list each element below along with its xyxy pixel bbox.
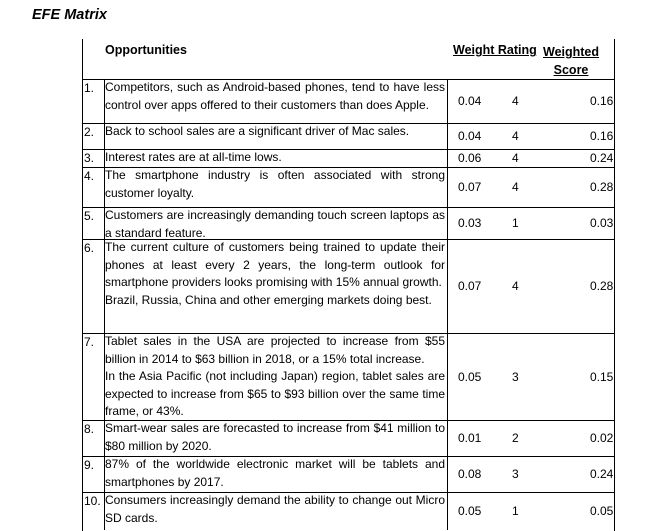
row-number: 7. (84, 335, 95, 349)
row-divider (82, 239, 615, 240)
row-text (105, 149, 445, 167)
cell-border (104, 456, 105, 492)
row-weight: 0.04 (458, 94, 482, 108)
row-rating: 4 (512, 279, 519, 293)
row-weight: 0.04 (458, 129, 482, 143)
table-row (82, 149, 615, 167)
row-text-paragraph: 87% of the worldwide electronic market will be tablets and smartphones by 2017. (105, 457, 445, 489)
row-text-paragraph: Interest rates are at all-time lows. (105, 150, 282, 164)
cell-border (447, 492, 448, 530)
row-weighted-score: 0.16 (590, 129, 614, 143)
row-weight: 0.01 (458, 431, 482, 445)
table-row (82, 420, 615, 456)
cell-border (104, 79, 105, 123)
row-text-paragraph: Tablet sales in the USA are projected to increase from $55 billion in 2014 to $63 billion in 2018, or a 15% total increase. (105, 334, 445, 366)
cell-border (104, 149, 105, 167)
table-row (82, 79, 615, 123)
table-row (82, 207, 615, 239)
row-divider (82, 149, 615, 150)
header-weighted-line2: Score (553, 63, 589, 77)
row-weighted-score: 0.28 (590, 180, 614, 194)
row-number: 1. (84, 81, 95, 95)
row-weighted-score: 0.05 (590, 504, 614, 518)
row-rating: 1 (512, 216, 519, 230)
row-text (105, 167, 445, 202)
row-weight: 0.05 (458, 369, 482, 384)
row-text-paragraph: Customers are increasingly demanding touch screen laptops as a standard feature. (105, 208, 445, 240)
cell-border (447, 207, 448, 239)
row-number: 5. (84, 209, 95, 223)
row-rating: 4 (512, 94, 519, 108)
header-weighted-score (543, 43, 599, 79)
row-rating: 4 (512, 129, 519, 143)
row-text (105, 239, 445, 309)
row-number: 3. (84, 151, 95, 165)
row-divider (82, 167, 615, 168)
row-rating: 2 (512, 431, 519, 445)
row-text-paragraph: Back to school sales are a significant driver of Mac sales. (105, 124, 410, 138)
row-divider (82, 333, 615, 334)
page-title: EFE Matrix (32, 7, 107, 23)
cell-border (447, 456, 448, 492)
row-number: 2. (84, 125, 95, 139)
row-divider (82, 123, 615, 124)
cell-border (447, 333, 448, 420)
cell-border (447, 149, 448, 167)
cell-border (104, 207, 105, 239)
table-row (82, 333, 615, 420)
row-text (105, 456, 445, 491)
row-rating: 3 (512, 369, 519, 384)
row-text (105, 207, 445, 242)
row-text-paragraph: Consumers increasingly demand the ability to change out Micro SD cards. (105, 493, 445, 525)
cell-border (447, 123, 448, 149)
row-weighted-score: 0.03 (590, 216, 614, 230)
row-weight: 0.05 (458, 504, 482, 518)
row-rating: 1 (512, 504, 519, 518)
row-text (105, 420, 445, 455)
row-number: 9. (84, 458, 95, 472)
row-rating: 4 (512, 180, 519, 194)
row-text-paragraph: Competitors, such as Android-based phones, tend to have less control over apps offered to their customers than does Apple. (105, 80, 445, 112)
cell-border (104, 123, 105, 149)
row-divider (82, 456, 615, 457)
row-number: 6. (84, 241, 95, 255)
table-row (82, 239, 615, 333)
cell-border (447, 239, 448, 333)
row-rating: 3 (512, 467, 519, 481)
row-text (105, 492, 445, 527)
row-divider (82, 492, 615, 493)
cell-border (104, 167, 105, 207)
row-weight: 0.07 (458, 180, 482, 194)
row-weight: 0.08 (458, 467, 482, 481)
row-rating: 4 (512, 151, 519, 165)
table-row (82, 456, 615, 492)
row-weighted-score: 0.02 (590, 431, 614, 445)
row-text (105, 123, 445, 141)
row-weighted-score: 0.28 (590, 279, 614, 293)
row-weight: 0.07 (458, 279, 482, 293)
row-text (105, 333, 445, 421)
cell-border (447, 79, 448, 123)
row-text-paragraph: The current culture of customers being trained to update their phones at least every 2 years, the long-term outlook for smartphone providers looks promising with 15% annual growth. (105, 240, 445, 289)
header-weighted-line1: Weighted (543, 45, 600, 59)
row-weighted-score: 0.24 (590, 467, 614, 481)
table-row (82, 167, 615, 207)
table-row (82, 492, 615, 530)
row-divider (82, 207, 615, 208)
row-text-paragraph: Smart-wear sales are forecasted to increase from $41 million to $80 million by 2020. (105, 421, 445, 453)
row-text-paragraph: The smartphone industry is often associated with strong customer loyalty. (105, 168, 445, 200)
row-weighted-score: 0.16 (590, 94, 614, 108)
header-opportunities: Opportunities (105, 43, 187, 57)
table-row (82, 123, 615, 149)
row-weighted-score: 0.24 (590, 151, 614, 165)
row-text (105, 79, 445, 114)
row-text-paragraph: Brazil, Russia, China and other emerging markets doing best. (105, 292, 432, 307)
row-number: 8. (84, 422, 95, 436)
row-text-paragraph: In the Asia Pacific (not including Japan) region, tablet sales are expected to increase from $65 to $93 billion over the same time frame, or 43%. (105, 369, 445, 418)
cell-border (447, 167, 448, 207)
row-weight: 0.06 (458, 151, 482, 165)
row-weighted-score: 0.15 (590, 369, 614, 384)
header-weight-rating: Weight Rating (453, 43, 537, 57)
cell-border (104, 333, 105, 420)
row-divider (82, 79, 615, 80)
row-number: 10. (84, 494, 101, 508)
row-weight: 0.03 (458, 216, 482, 230)
row-divider (82, 420, 615, 421)
row-number: 4. (84, 169, 95, 183)
cell-border (447, 420, 448, 456)
cell-border (104, 239, 105, 333)
cell-border (104, 492, 105, 530)
cell-border (104, 420, 105, 456)
